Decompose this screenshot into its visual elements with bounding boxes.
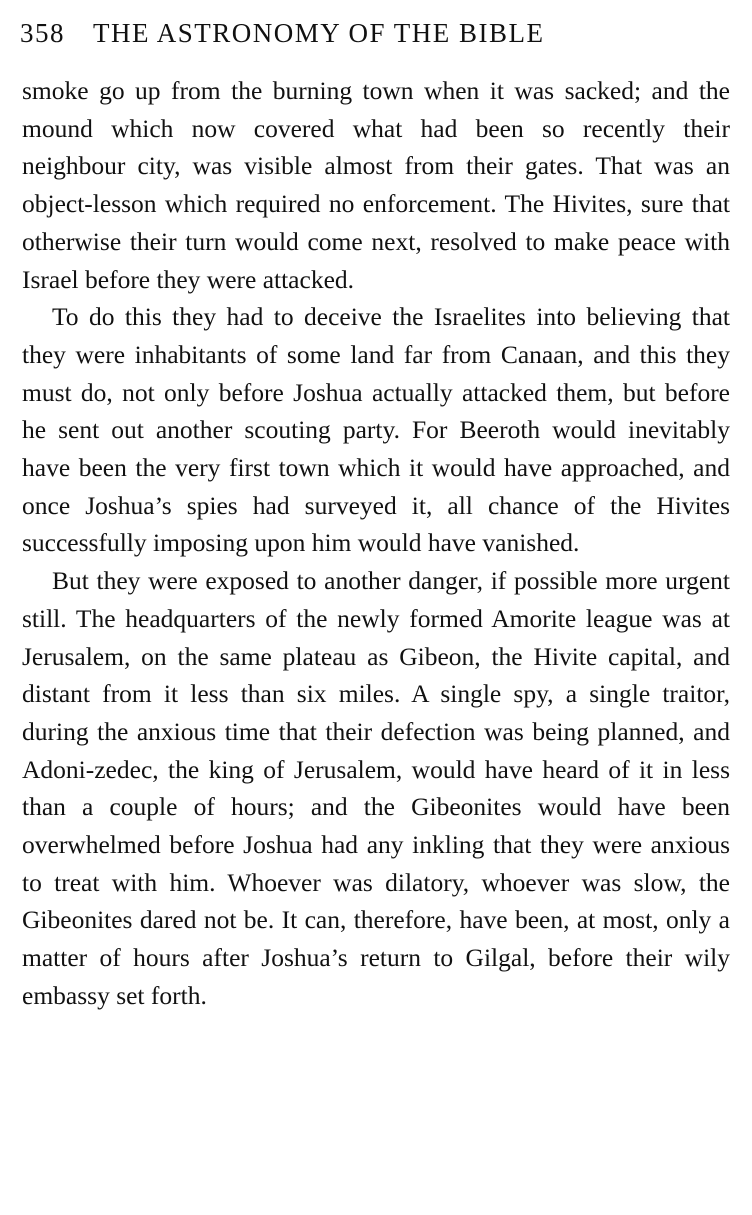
paragraph-amorite-danger: But they were exposed to another danger, if possible more urgent still. The headquarters of the newly formed Amorite league was at Jerusalem, on the same plateau as Gibeon, the Hivite capital, and distant from it less than six miles. A single spy, a single traitor, during the anxious time that their defection was being planned, and Adoni-zedec, the king of Jerusalem, would have heard of it in less than a couple of hours; and the Gibeonites would have been overwhelmed before Joshua had any inkling that they were anxious to treat with him. Whoever was dilatory, whoever was slow, the Gibeonites dared not be. It can, therefore, have been, at most, only a matter of hours after Joshua’s return to Gilgal, before their wily embassy set forth. [22, 566, 730, 1010]
page-number: 358 [20, 18, 65, 48]
paragraph-continued: smoke go up from the burning town when it was sacked; and the mound which now covered what had been so recently their neighbour city, was visible almost from their gates. That was an object-lesson which required no enforcement. The Hivites, sure that otherwise their turn would come next, resolved to make peace with Israel before they were attacked. [22, 76, 730, 294]
paragraph-deception-plan: To do this they had to deceive the Israelites into believing that they were inhabitants of some land far from Canaan, and this they must do, not only before Joshua actually attacked them, but before he sent out another scouting party. For Beeroth would inevitably have been the very first town which it would have approached, and once Joshua’s spies had surveyed it, all chance of the Hivites successfully imposing upon him would have vanished. [22, 302, 730, 558]
body-text [22, 72, 730, 1015]
running-head [20, 16, 732, 50]
book-title: THE ASTRONOMY OF THE BIBLE [93, 18, 545, 48]
